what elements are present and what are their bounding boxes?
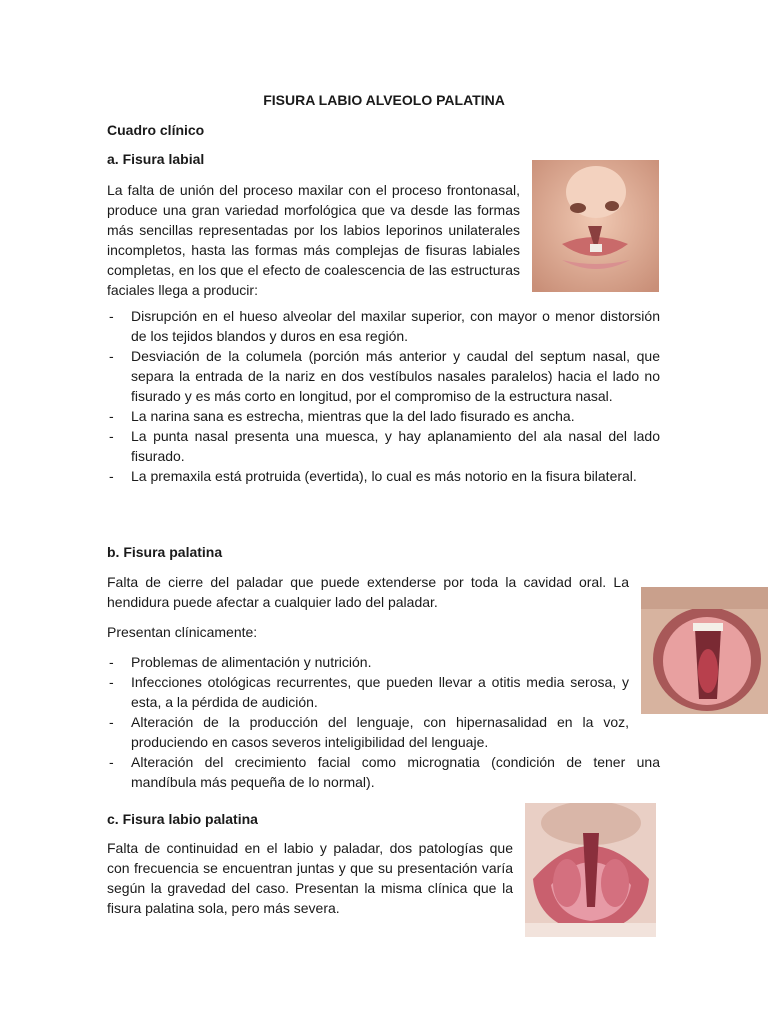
document-title: FISURA LABIO ALVEOLO PALATINA xyxy=(263,92,505,108)
section-cuadro-clinico: Cuadro clínico xyxy=(107,122,205,138)
list-item: - La premaxila está protruida (evertida), lo cual es más notorio en la fisura bilateral. xyxy=(107,466,660,486)
list-item: - La punta nasal presenta una muesca, y hay aplanamiento del ala nasal del lado fisurado. xyxy=(107,426,660,466)
heading-fisura-labial: a. Fisura labial xyxy=(107,151,205,167)
photo-cleft-lip-palate xyxy=(525,803,656,937)
list-item: - Desviación de la columela (porción más anterior y caudal del septum nasal, que separa la entrada de la nariz en dos vestíbulos nasales paralelos) hacia el lado no fisurado y es más corto en longitud, por el compromiso de la estructura nasal. xyxy=(107,346,660,406)
photo-cleft-lip xyxy=(532,160,659,292)
paragraph-fisura-palatina: Falta de cierre del paladar que puede extenderse por toda la cavidad oral. La hendidura puede afectar a cualquier lado del paladar. xyxy=(107,574,629,610)
list-fisura-labial xyxy=(107,306,660,486)
list-item: - Problemas de alimentación y nutrición. xyxy=(107,652,660,672)
heading-fisura-labio-palatina: c. Fisura labio palatina xyxy=(107,811,258,827)
intro-presentan-clinicamente: Presentan clínicamente: xyxy=(107,624,258,640)
list-item: - La narina sana es estrecha, mientras que la del lado fisurado es ancha. xyxy=(107,406,660,426)
list-item: - Infecciones otológicas recurrentes, que pueden llevar a otitis media serosa, y esta, a la pérdida de audición. xyxy=(107,672,660,712)
photo-cleft-palate xyxy=(641,587,768,714)
list-item: - Alteración de la producción del lenguaje, con hipernasalidad en la voz, produciendo en casos severos inteligibilidad del lenguaje. xyxy=(107,712,660,752)
list-item: - Disrupción en el hueso alveolar del maxilar superior, con mayor o menor distorsión de los tejidos blandos y duros en esa región. xyxy=(107,306,660,346)
list-item: - Alteración del crecimiento facial como micrognatia (condición de tener una mandíbula más pequeña de lo normal). xyxy=(107,752,660,792)
list-fisura-palatina xyxy=(107,652,660,792)
heading-fisura-palatina: b. Fisura palatina xyxy=(107,544,223,560)
paragraph-fisura-labial: La falta de unión del proceso maxilar con el proceso frontonasal, produce una gran variedad morfológica que va desde las formas más sencillas representadas por los labios leporinos unilaterales incompletos, hasta las formas más complejas de fisuras labiales completas, en los que el efecto de coalescencia de las estructuras faciales llega a producir: xyxy=(107,182,520,298)
paragraph-fisura-labio-palatina: Falta de continuidad en el labio y paladar, dos patologías que con frecuencia se encuentran juntas y que su presentación varía según la gravedad del caso. Presentan la misma clínica que la fisura palatina sola, pero más severa. xyxy=(107,840,513,916)
